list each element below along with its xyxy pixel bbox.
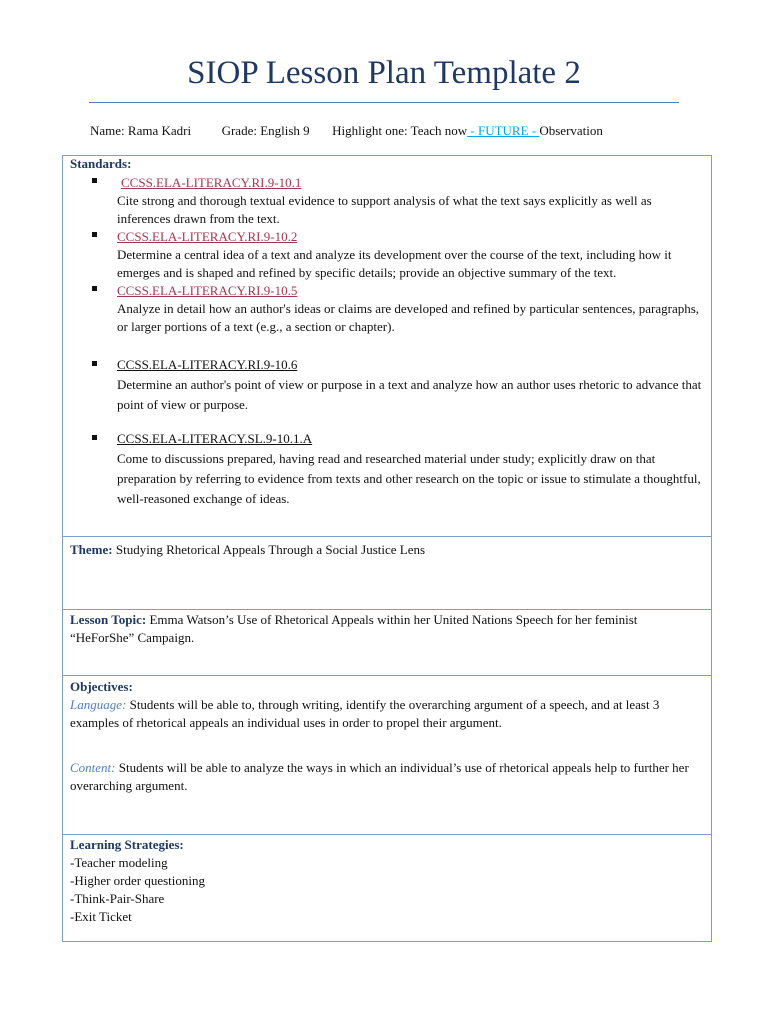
grade-field: Grade: English 9	[221, 123, 310, 138]
title-divider	[89, 102, 679, 103]
learning-strategies-label: Learning Strategies:	[70, 837, 184, 852]
highlight-other-option: Observation	[539, 123, 603, 138]
standard-code-link[interactable]: CCSS.ELA-LITERACY.RI.9-10.6	[117, 357, 298, 372]
learning-strategies-cell	[63, 835, 711, 941]
strategy-item: -Teacher modeling	[70, 855, 168, 870]
standard-item	[70, 228, 704, 282]
content-objective-text: Students will be able to analyze the ways in which an individual’s use of rhetorical appeals help to further her overarching argument.	[70, 760, 689, 793]
bullet-icon	[92, 286, 97, 291]
standard-description: Analyze in detail how an author's ideas or claims are developed and refined by particular sentences, paragraphs, or larger portions of a text (e.g., a section or chapter).	[117, 301, 700, 334]
strategy-item: -Exit Ticket	[70, 909, 132, 924]
highlight-label: Highlight one: Teach now	[332, 123, 468, 138]
bullet-icon	[92, 232, 97, 237]
bullet-icon	[92, 361, 97, 366]
theme-cell	[63, 537, 711, 610]
name-field: Name: Rama Kadri	[90, 123, 192, 138]
standard-description: Determine a central idea of a text and analyze its development over the course of the text, including how it emerges and is shaped and refined by specific details; provide an objective summary of the text.	[117, 247, 672, 280]
standard-description: Come to discussions prepared, having read and researched material under study; explicitly draw on that preparation by referring to evidence from texts and other research on the topic or issue to stimulate a thoughtful, well-reasoned exchange of ideas.	[117, 451, 701, 506]
standard-code-link[interactable]: CCSS.ELA-LITERACY.SL.9-10.1.A	[117, 431, 313, 446]
standard-code-link[interactable]: CCSS.ELA-LITERACY.RI.9-10.5	[117, 283, 298, 298]
lesson-topic-label: Lesson Topic:	[70, 612, 147, 627]
theme-label: Theme:	[70, 542, 113, 557]
standard-description: Cite strong and thorough textual evidence to support analysis of what the text says explicitly as well as inferences drawn from the text.	[117, 193, 652, 226]
standard-code-link[interactable]: CCSS.ELA-LITERACY.RI.9-10.2	[117, 229, 298, 244]
standard-description: Determine an author's point of view or purpose in a text and analyze how an author uses rhetoric to advance that point of view or purpose.	[117, 377, 702, 412]
strategy-item: -Higher order questioning	[70, 873, 206, 888]
objectives-label: Objectives:	[70, 679, 133, 694]
header-info	[90, 123, 603, 139]
strategy-item: -Think-Pair-Share	[70, 891, 165, 906]
standard-item	[70, 282, 704, 336]
standards-list	[70, 174, 704, 509]
highlight-selected-option: - FUTURE -	[467, 123, 540, 138]
lesson-topic-cell	[63, 610, 711, 676]
standards-label: Standards:	[70, 156, 132, 171]
language-objective	[70, 696, 704, 732]
theme-text: Studying Rhetorical Appeals Through a Social Justice Lens	[115, 542, 426, 557]
standard-item	[70, 355, 704, 415]
objectives-cell	[63, 676, 711, 835]
page-title: SIOP Lesson Plan Template 2	[187, 55, 581, 91]
standards-cell	[63, 156, 711, 537]
content-objective	[70, 759, 704, 795]
standard-code-link[interactable]: CCSS.ELA-LITERACY.RI.9-10.1	[121, 175, 302, 190]
lesson-plan-table	[62, 155, 712, 942]
lesson-topic-text: Emma Watson’s Use of Rhetorical Appeals within her United Nations Speech for her feminist “HeForShe” Campaign.	[70, 612, 638, 645]
language-objective-text: Students will be able to, through writing, identify the overarching argument of a speech, and at least 3 examples of rhetorical appeals an individual uses in order to propel their argument.	[70, 697, 660, 730]
language-label: Language:	[70, 697, 127, 712]
content-label: Content:	[70, 760, 116, 775]
bullet-icon	[92, 178, 97, 183]
standard-item	[70, 174, 704, 228]
standard-item	[70, 429, 704, 509]
bullet-icon	[92, 435, 97, 440]
